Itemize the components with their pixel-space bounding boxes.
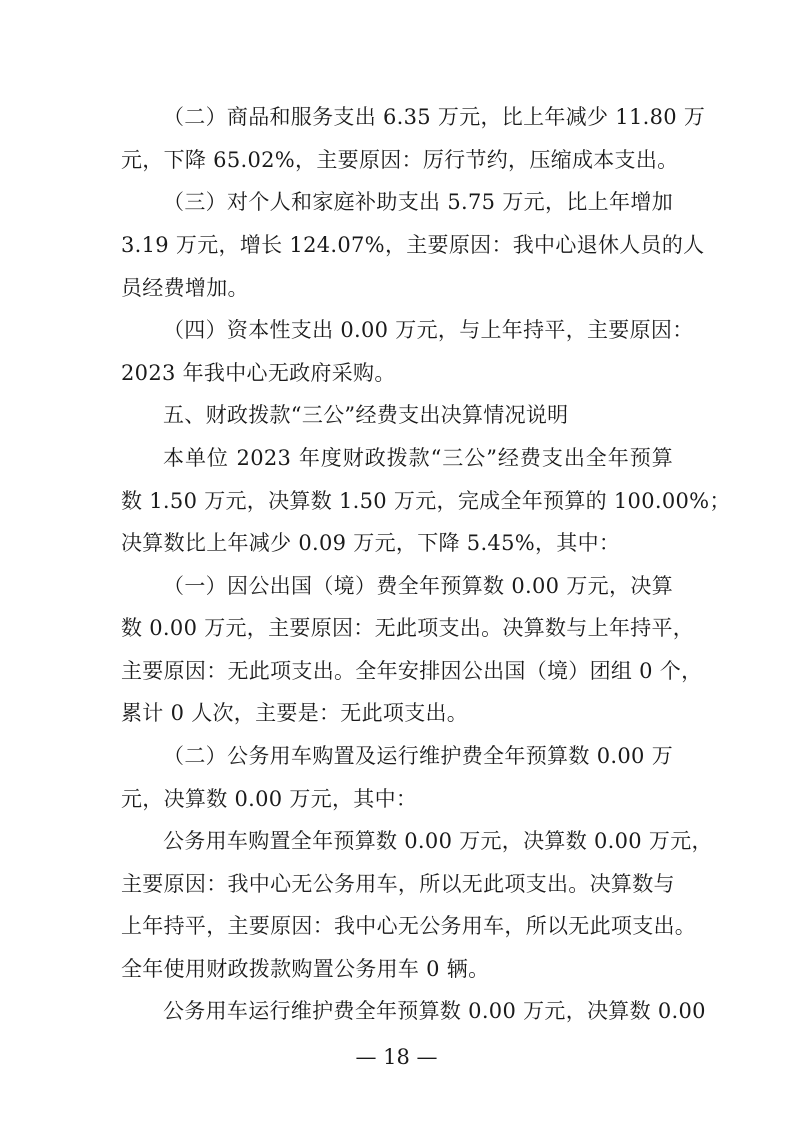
paragraph-line: 公务用车购置全年预算数 0.00 万元，决算数 0.00 万元， [163,829,713,853]
paragraph-line: 数 1.50 万元，决算数 1.50 万元，完成全年预算的 100.00%； [121,489,731,513]
paragraph-line: （二）商品和服务支出 6.35 万元，比上年减少 11.80 万 [163,105,706,129]
paragraph-line: （二）公务用车购置及运行维护费全年预算数 0.00 万 [163,744,673,768]
paragraph-line: （三）对个人和家庭补助支出 5.75 万元，比上年增加 [163,190,673,214]
paragraph-line: 主要原因：无此项支出。全年安排因公出国（境）团组 0 个， [121,659,703,683]
paragraph-line: 累计 0 人次，主要是：无此项支出。 [121,701,469,725]
page-number: — 18 — [355,1045,438,1069]
paragraph-line: 3.19 万元，增长 124.07%，主要原因：我中心退休人员的人 [121,233,705,257]
paragraph-line: 2023 年我中心无政府采购。 [121,361,396,385]
paragraph-line: 决算数比上年减少 0.09 万元，下降 5.45%，其中： [121,531,621,555]
paragraph-line: 元，决算数 0.00 万元，其中： [121,787,418,811]
paragraph-line: 员经费增加。 [121,276,249,300]
paragraph-line: 本单位 2023 年度财政拨款“三公”经费支出全年预算 [163,446,673,470]
paragraph-line: 主要原因：我中心无公务用车，所以无此项支出。决算数与 [121,872,675,896]
paragraph-line: 数 0.00 万元，主要原因：无此项支出。决算数与上年持平， [121,616,695,640]
paragraph-line: （四）资本性支出 0.00 万元，与上年持平，主要原因： [163,318,694,342]
section-heading: 五、财政拨款“三公”经费支出决算情况说明 [163,403,569,427]
paragraph-line: 上年持平，主要原因：我中心无公务用车，所以无此项支出。 [121,914,697,938]
paragraph-line: 全年使用财政拨款购置公务用车 0 辆。 [121,957,490,981]
paragraph-line: （一）因公出国（境）费全年预算数 0.00 万元，决算 [163,574,673,598]
paragraph-line: 元，下降 65.02%，主要原因：厉行节约，压缩成本支出。 [121,148,679,172]
paragraph-line: 公务用车运行维护费全年预算数 0.00 万元，决算数 0.00 [163,999,706,1023]
